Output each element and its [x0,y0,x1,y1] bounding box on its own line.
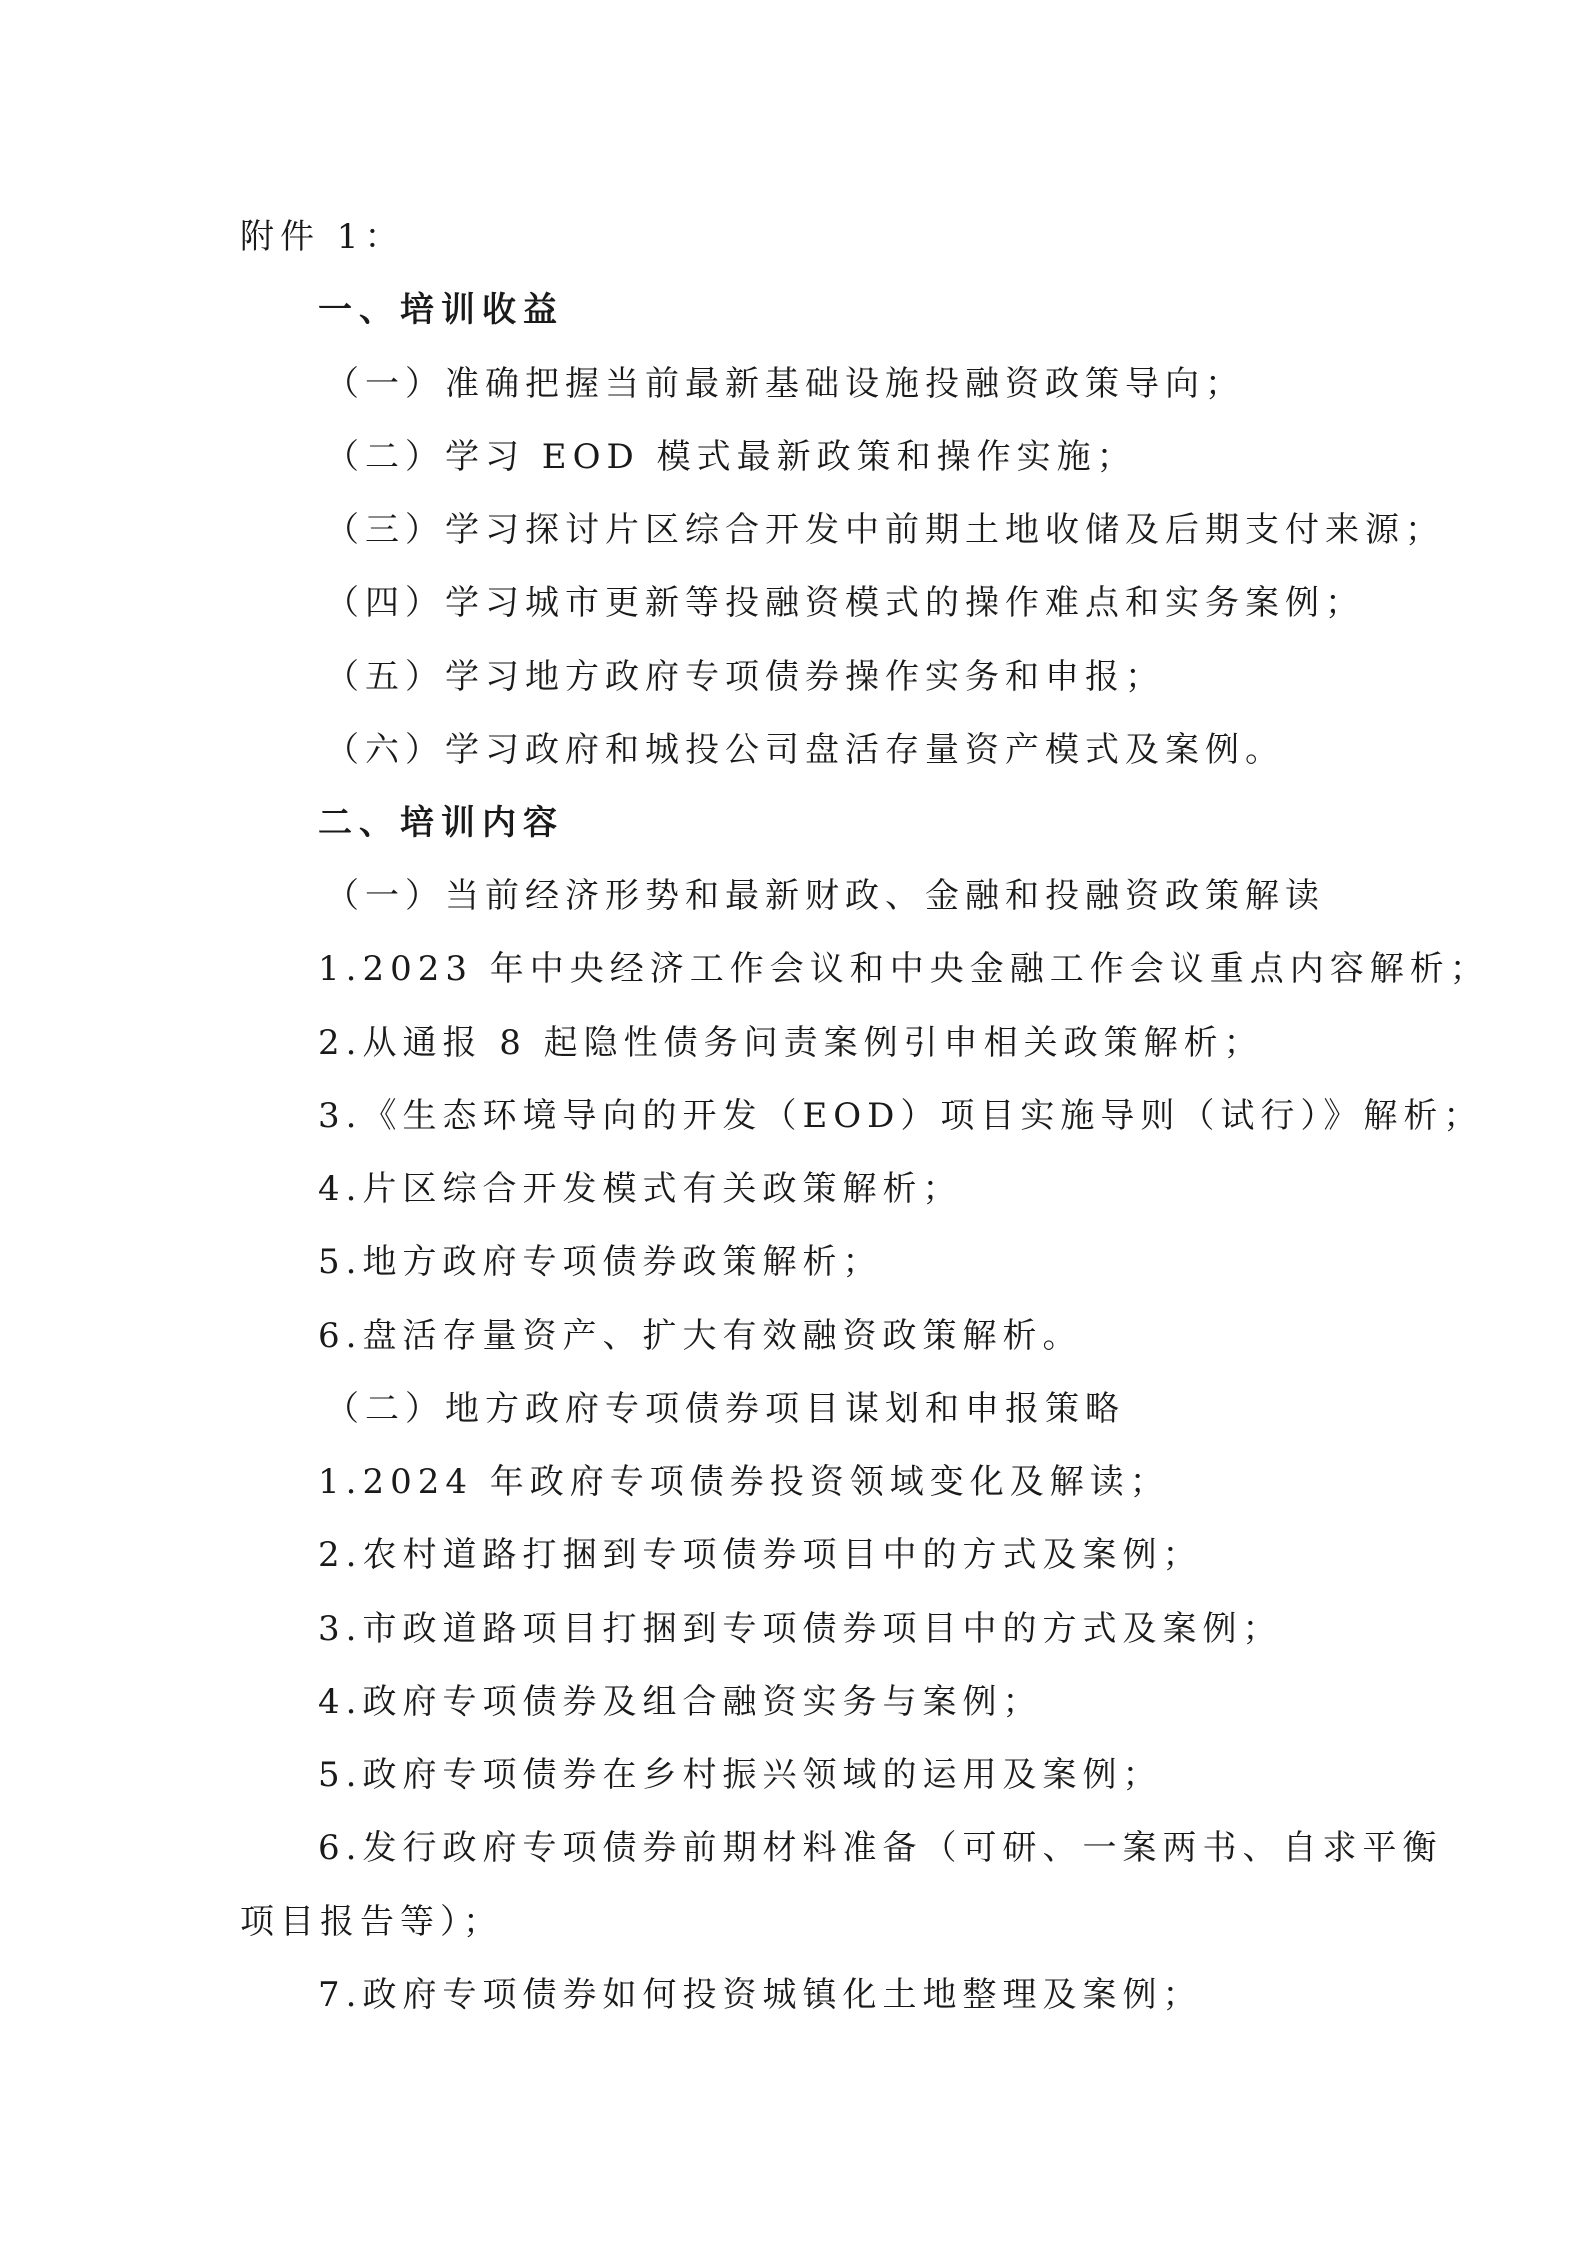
benefit-item-2: （二）学习 EOD 模式最新政策和操作实施； [325,437,1137,477]
content-part-2-item-6-continued: 项目报告等）； [240,1902,503,1942]
section-2-title: 二、培训内容 [318,803,564,843]
content-part-2-item-1: 1.2024 年政府专项债券投资领域变化及解读； [318,1462,1170,1502]
content-part-1-item-3: 3.《生态环境导向的开发（EOD）项目实施导则（试行）》解析； [318,1096,1484,1136]
benefit-item-4: （四）学习城市更新等投融资模式的操作难点和实务案例； [325,583,1365,623]
benefit-item-3: （三）学习探讨片区综合开发中前期土地收储及后期支付来源； [325,510,1445,550]
content-part-2-item-6: 6.发行政府专项债券前期材料准备（可研、一案两书、自求平衡 [318,1828,1443,1868]
attachment-label: 附件 1： [240,217,405,257]
content-part-2-item-4: 4.政府专项债券及组合融资实务与案例； [318,1682,1043,1722]
content-part-1-item-6: 6.盘活存量资产、扩大有效融资政策解析。 [318,1316,1083,1356]
benefit-item-6: （六）学习政府和城投公司盘活存量资产模式及案例。 [325,730,1285,770]
content-part-2-item-5: 5.政府专项债券在乡村振兴领域的运用及案例； [318,1755,1163,1795]
content-part-1-item-2: 2.从通报 8 起隐性债务问责案例引申相关政策解析； [318,1023,1264,1063]
content-part-2-item-3: 3.市政道路项目打捆到专项债券项目中的方式及案例； [318,1609,1283,1649]
content-part-1-title: （一）当前经济形势和最新财政、金融和投融资政策解读 [325,876,1325,916]
benefit-item-5: （五）学习地方政府专项债券操作实务和申报； [325,657,1165,697]
content-part-1-item-4: 4.片区综合开发模式有关政策解析； [318,1169,963,1209]
benefit-item-1: （一）准确把握当前最新基础设施投融资政策导向； [325,364,1245,404]
content-part-2-item-7: 7.政府专项债券如何投资城镇化土地整理及案例； [318,1975,1203,2015]
section-1-title: 一、培训收益 [318,290,564,330]
content-part-2-item-2: 2.农村道路打捆到专项债券项目中的方式及案例； [318,1535,1203,1575]
content-part-2-title: （二）地方政府专项债券项目谋划和申报策略 [325,1389,1125,1429]
content-part-1-item-5: 5.地方政府专项债券政策解析； [318,1242,883,1282]
content-part-1-item-1: 1.2023 年中央经济工作会议和中央金融工作会议重点内容解析； [318,949,1490,989]
